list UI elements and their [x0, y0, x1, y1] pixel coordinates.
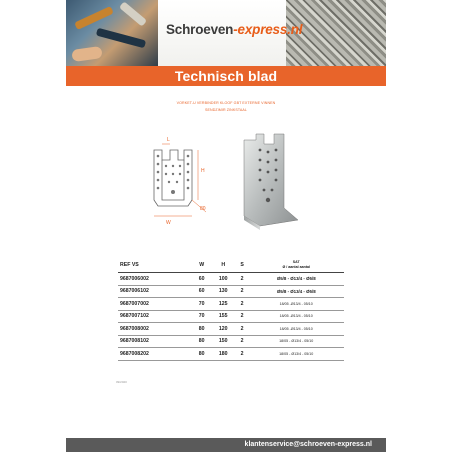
- cell-ref: 9687007102: [118, 310, 193, 323]
- document-number: 09/2020: [116, 380, 127, 384]
- cell-ref: 9687007002: [118, 298, 193, 311]
- product-photo: [234, 130, 302, 230]
- cell-w: 70: [193, 310, 211, 323]
- cell-s: 2: [236, 335, 249, 348]
- cell-ref: 9687006002: [118, 273, 193, 286]
- cell-screw: Ø5/8 - Ø13/4 - Ø5/8: [248, 285, 344, 298]
- table-row: [118, 310, 344, 323]
- datasheet-page: [66, 0, 386, 452]
- cell-ref: 9687008002: [118, 323, 193, 336]
- cell-w: 80: [193, 335, 211, 348]
- page-title: Technisch blad: [174, 68, 278, 84]
- technical-drawing: [148, 130, 228, 230]
- cell-w: 80: [193, 348, 211, 361]
- cell-w: 60: [193, 285, 211, 298]
- col-header-sat: [248, 257, 344, 273]
- table-row: [118, 298, 344, 311]
- table-row: [118, 285, 344, 298]
- cell-screw: Ø5/8 - Ø13/4 - Ø5/8: [248, 273, 344, 286]
- cell-screw: 18/05 -Ø13/4 - 05/10: [248, 310, 344, 323]
- table-row: [118, 273, 344, 286]
- logo-ext: -express.nl: [233, 22, 303, 37]
- dim-label-h: H: [201, 168, 205, 174]
- cell-h: 155: [211, 310, 236, 323]
- table-row: [118, 323, 344, 336]
- cell-h: 125: [211, 298, 236, 311]
- spec-table-body: [118, 273, 344, 361]
- logo[interactable]: [166, 22, 302, 37]
- col-header-w: W: [193, 257, 211, 273]
- dim-label-l: L: [167, 137, 170, 143]
- sat-header-line-1: SAT: [292, 260, 300, 265]
- cell-h: 130: [211, 285, 236, 298]
- title-bar: [66, 66, 386, 86]
- cell-screw: 18/05 -Ø13/4 - 05/10: [248, 298, 344, 311]
- header-banner: [66, 0, 386, 66]
- spec-table: [118, 257, 344, 361]
- col-header-h: H: [211, 257, 236, 273]
- cell-s: 2: [236, 285, 249, 298]
- col-header-ref: REF VS: [118, 257, 193, 273]
- sat-header-line-2: Ø / aantal aantal: [282, 264, 311, 269]
- cell-ref: 9687008102: [118, 335, 193, 348]
- col-header-s: S: [236, 257, 249, 273]
- footer-bar: [66, 438, 386, 452]
- cell-h: 100: [211, 273, 236, 286]
- table-header-row: [118, 257, 344, 273]
- cell-w: 70: [193, 298, 211, 311]
- cell-ref: 9687008202: [118, 348, 193, 361]
- cell-screw: 18/05 - Ø13/4 - 05/10: [248, 348, 344, 361]
- cell-w: 60: [193, 273, 211, 286]
- subtitle-line-2: SENDZIMIR ZINKSTAAL: [205, 108, 247, 112]
- table-row: [118, 348, 344, 361]
- cell-screw: 18/05 - Ø13/4 - 05/10: [248, 335, 344, 348]
- footer-email[interactable]: klantenservice@schroeven-express.nl: [244, 441, 372, 448]
- table-row: [118, 335, 344, 348]
- cell-s: 2: [236, 323, 249, 336]
- cell-h: 150: [211, 335, 236, 348]
- cell-s: 2: [236, 273, 249, 286]
- cell-s: 2: [236, 348, 249, 361]
- cell-h: 120: [211, 323, 236, 336]
- dim-label-w: W: [166, 220, 171, 226]
- dim-label-b: 80: [200, 206, 206, 212]
- logo-main: Schroeven: [166, 22, 234, 37]
- subtitle-line-1: VORKET-U VERBINDER KLOOF GBT EXTERNE VINNEN: [176, 101, 276, 105]
- tools-photo: [66, 0, 158, 66]
- cell-h: 180: [211, 348, 236, 361]
- cell-w: 80: [193, 323, 211, 336]
- cell-ref: 9687006102: [118, 285, 193, 298]
- cell-s: 2: [236, 298, 249, 311]
- cell-s: 2: [236, 310, 249, 323]
- cell-screw: 18/05 -Ø13/4 - 05/10: [248, 323, 344, 336]
